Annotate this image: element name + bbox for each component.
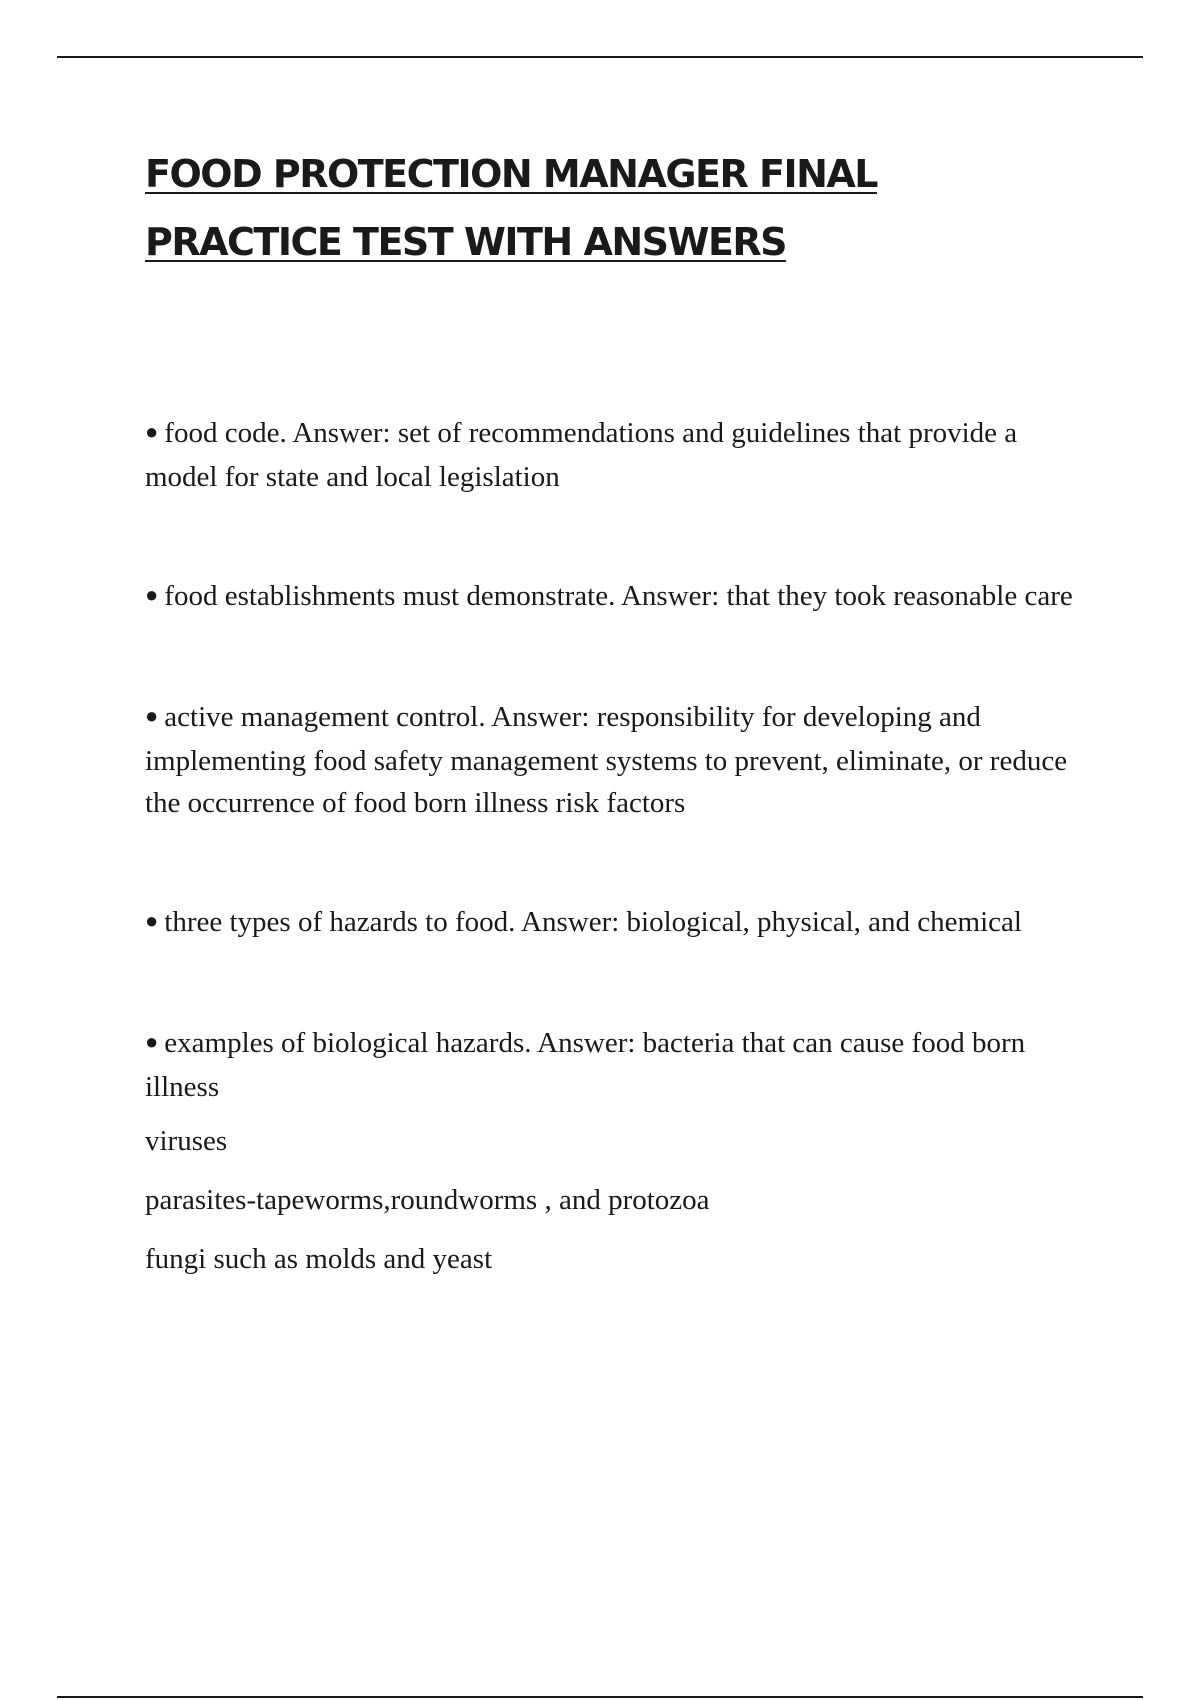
bullet-icon: ●: [145, 703, 159, 728]
title-line-2: PRACTICE TEST WITH ANSWERS: [145, 220, 787, 264]
qa-item-food-establishments: [145, 575, 1090, 619]
qa-item-biological-hazards: [145, 1022, 1090, 1108]
qa-item-active-management-control: [145, 696, 1090, 824]
bullet-icon: ●: [145, 419, 159, 444]
continuation-line-viruses: viruses: [145, 1125, 228, 1157]
title-line-1: FOOD PROTECTION MANAGER FINAL: [145, 152, 878, 196]
qa-item-text: examples of biological hazards. Answer: bacteria that can cause food born illness: [145, 1027, 1026, 1103]
qa-item-text: active management control. Answer: responsibility for developing and implementing food safety management systems to prevent, eliminate, or reduce the occurrence of food born illness risk factors: [145, 701, 1068, 819]
bullet-icon: ●: [145, 1029, 159, 1054]
bottom-rule: [57, 1696, 1143, 1698]
qa-item-text: food code. Answer: set of recommendations and guidelines that provide a model for state and local legislation: [145, 417, 1018, 493]
qa-item-three-types-of-hazards: [145, 901, 1090, 945]
bullet-icon: ●: [145, 582, 159, 607]
page-title: [145, 140, 1085, 276]
bullet-icon: ●: [145, 908, 159, 933]
qa-list: [145, 412, 1090, 1297]
qa-item-text: three types of hazards to food. Answer: biological, physical, and chemical: [164, 906, 1022, 938]
qa-item-text: food establishments must demonstrate. Answer: that they took reasonable care: [164, 580, 1073, 612]
continuation-line-parasites: parasites-tapeworms,roundworms , and protozoa: [145, 1184, 710, 1216]
qa-item-food-code: [145, 412, 1090, 498]
top-rule: [57, 56, 1143, 58]
continuation-line-fungi: fungi such as molds and yeast: [145, 1243, 493, 1275]
